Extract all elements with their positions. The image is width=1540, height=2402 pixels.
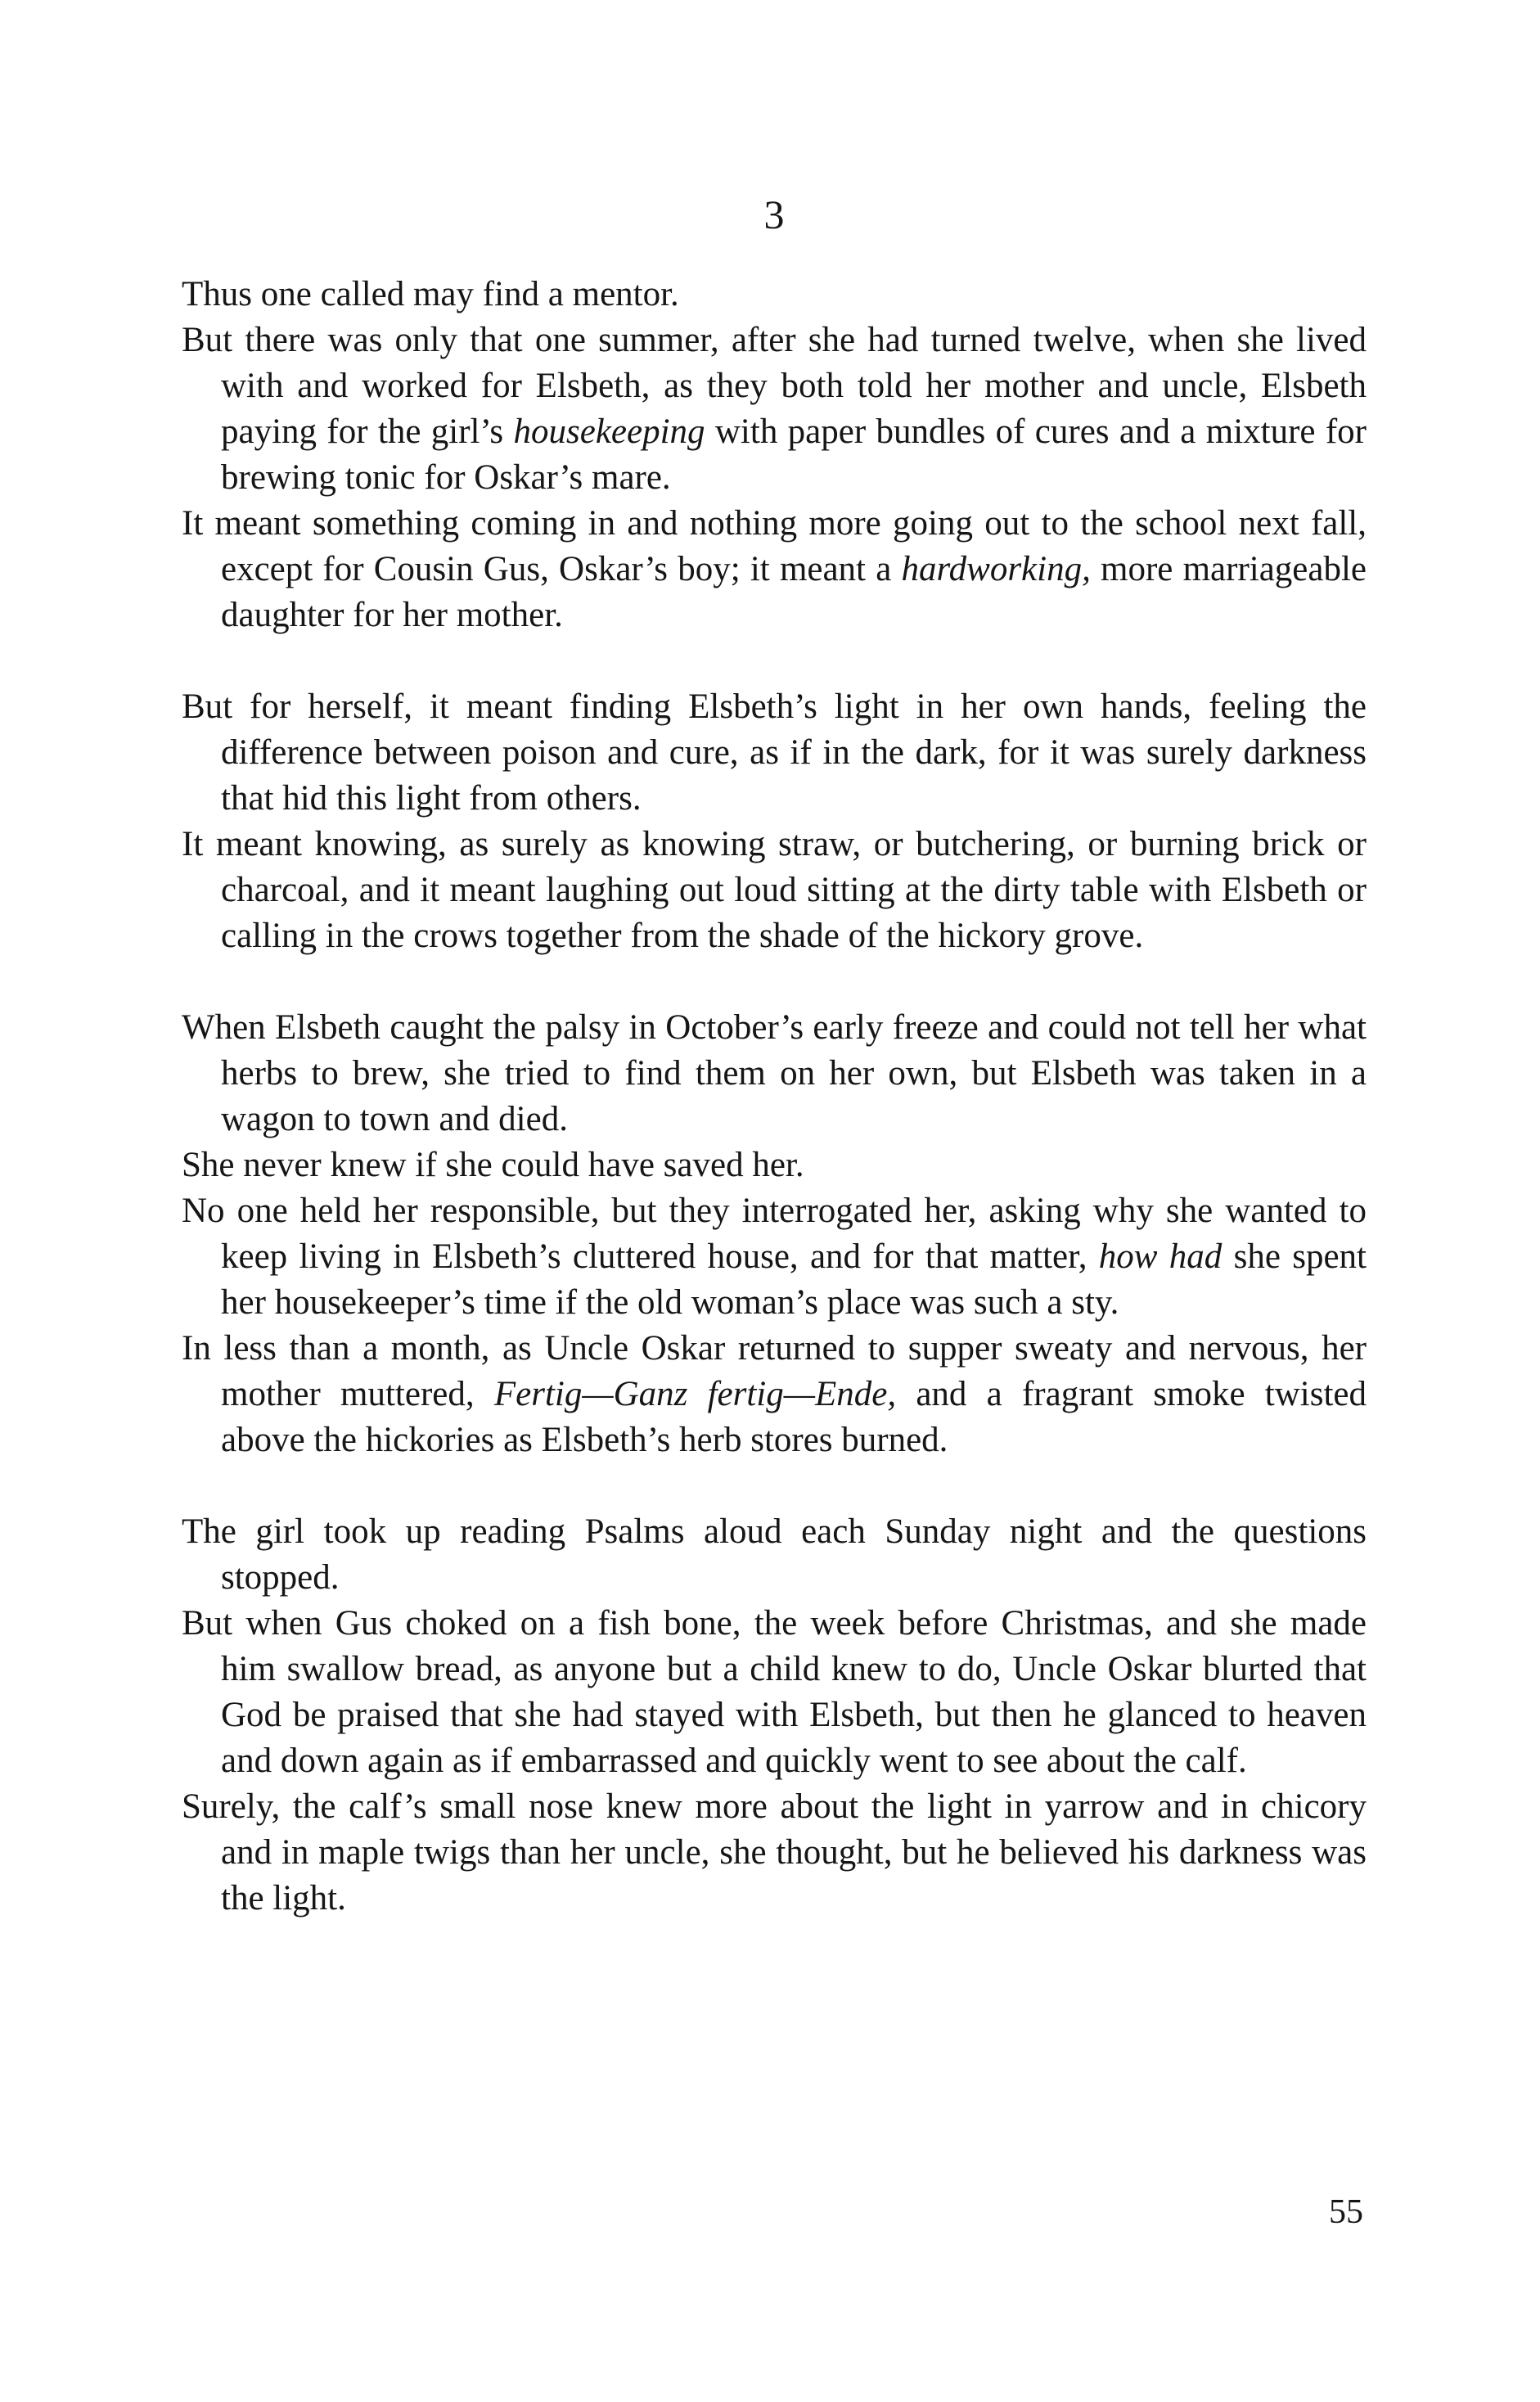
section-number: 3: [763, 192, 785, 237]
body-text: [182, 272, 1367, 1922]
text-run: Surely, the calf’s small nose knew more about the light in yarrow and in chicory and in maple twigs than her uncle, she thought, but he believed his darkness was the light.: [182, 1787, 1367, 1918]
text-run: Thus one called may find a mentor.: [182, 275, 679, 313]
italic-text: how had: [1098, 1237, 1223, 1276]
paragraph: [182, 318, 1367, 501]
paragraph: [182, 684, 1367, 822]
paragraph: [182, 1601, 1367, 1784]
text-run: The girl took up reading Psalms aloud each Sunday night and the questions stopped.: [182, 1512, 1367, 1597]
italic-text: Fertig—Ganz fertig—Ende,: [493, 1375, 897, 1413]
text-run: with paper bundles of cures and a mixture for brewing tonic for Oskar’s mare.: [221, 412, 1367, 497]
text-run: and a fragrant smoke twisted above the hickories as Elsbeth’s herb stores burned.: [221, 1375, 1367, 1459]
text-run: No one held her responsible, but they interrogated her, asking why she wanted to keep living in Elsbeth’s cluttered house, and for that matter,: [182, 1192, 1367, 1276]
paragraph: [182, 1142, 1367, 1188]
paragraph: [182, 1005, 1367, 1142]
italic-text: hardworking,: [901, 550, 1091, 588]
text-run: more marriageable daughter for her mother.: [221, 550, 1367, 634]
page-number: 55: [1329, 2193, 1363, 2231]
paragraph: [182, 272, 1367, 318]
text-run: But when Gus choked on a fish bone, the week before Christmas, and she made him swallow bread, as anyone but a child knew to do, Uncle Oskar blurted that God be praised that she had stayed with Elsbeth, but then he glanced to heaven and down again as if embarrassed and quickly went to see about the calf.: [182, 1604, 1367, 1780]
paragraph: [182, 1784, 1367, 1922]
paragraph: [182, 1326, 1367, 1463]
paragraph: [182, 1509, 1367, 1601]
text-run: But there was only that one summer, after she had turned twelve, when she lived with and worked for Elsbeth, as they both told her mother and uncle, Elsbeth paying for the girl’s: [182, 321, 1367, 451]
text-run: she spent her housekeeper’s time if the old woman’s place was such a sty.: [221, 1237, 1367, 1322]
paragraph: [182, 1188, 1367, 1326]
text-run: When Elsbeth caught the palsy in October’s early freeze and could not tell her what herbs to brew, she tried to find them on her own, but Elsbeth was taken in a wagon to town and died.: [182, 1008, 1367, 1138]
text-run: In less than a month, as Uncle Oskar returned to supper sweaty and nervous, her mother muttered,: [182, 1329, 1367, 1413]
text-run: It meant something coming in and nothing more going out to the school next fall, except for Cousin Gus, Oskar’s boy; it meant a: [182, 504, 1367, 588]
paragraph: [182, 501, 1367, 638]
paragraph: [182, 822, 1367, 959]
text-run: It meant knowing, as surely as knowing straw, or butchering, or burning brick or charcoal, and it meant laughing out loud sitting at the dirty table with Elsbeth or calling in the crows together from the shade of the hickory grove.: [182, 825, 1367, 955]
text-run: But for herself, it meant finding Elsbeth’s light in her own hands, feeling the difference between poison and cure, as if in the dark, for it was surely darkness that hid this light from others.: [182, 687, 1367, 818]
text-run: She never knew if she could have saved her.: [182, 1146, 804, 1184]
italic-text: housekeeping: [513, 412, 705, 451]
